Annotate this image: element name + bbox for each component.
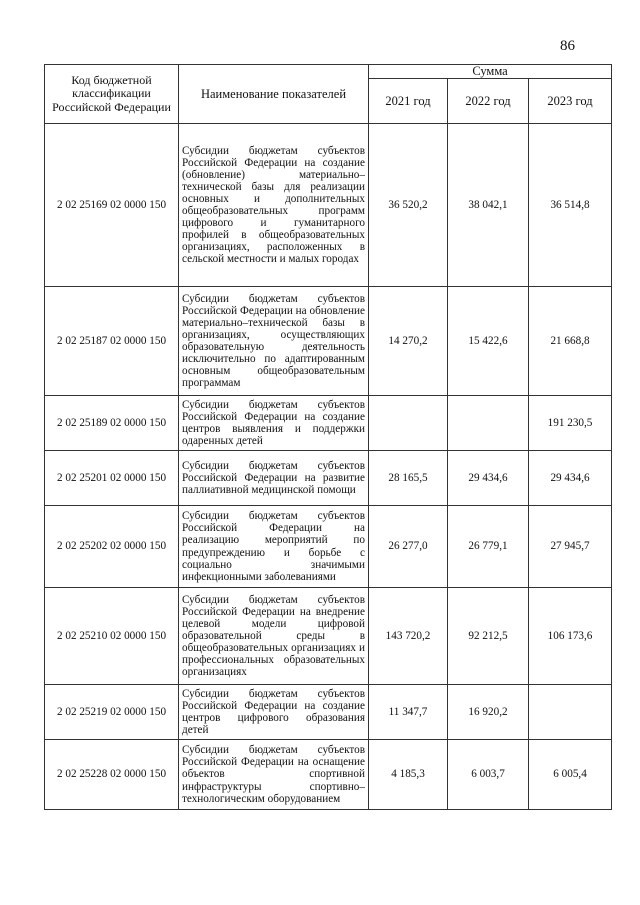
table-row xyxy=(45,287,612,396)
page-number: 86 xyxy=(560,38,575,54)
row-value-2023: 191 230,5 xyxy=(529,396,612,451)
header-year-2021: 2021 год xyxy=(369,79,448,124)
table-row xyxy=(45,124,612,287)
row-name: Субсидии бюджетам субъектов Российской Федерации на реализацию мероприятий по предупреждению и борьбе с социально значимыми инфекционными заболеваниями xyxy=(179,506,369,588)
row-value-2023: 21 668,8 xyxy=(529,287,612,396)
budget-table xyxy=(44,64,612,810)
row-code: 2 02 25189 02 0000 150 xyxy=(45,396,179,451)
table-row xyxy=(45,588,612,685)
row-value-2022 xyxy=(448,396,529,451)
row-value-2023: 36 514,8 xyxy=(529,124,612,287)
row-name: Субсидии бюджетам субъектов Российской Федерации на оснащение объектов спортивной инфраструктуры спортивно–технологическим оборудованием xyxy=(179,740,369,810)
row-code: 2 02 25219 02 0000 150 xyxy=(45,685,179,740)
row-name: Субсидии бюджетам субъектов Российской Федерации на внедрение целевой модели цифровой образовательной среды в общеобразовательных организациях и профессиональных образовательных организациях xyxy=(179,588,369,685)
table-row xyxy=(45,506,612,588)
row-value-2022: 26 779,1 xyxy=(448,506,529,588)
table-row xyxy=(45,396,612,451)
row-code: 2 02 25210 02 0000 150 xyxy=(45,588,179,685)
row-value-2021: 26 277,0 xyxy=(369,506,448,588)
row-value-2021: 36 520,2 xyxy=(369,124,448,287)
row-name: Субсидии бюджетам субъектов Российской Федерации на создание (обновление) материально–технической базы для реализации основных и дополнительных общеобразовательных программ цифрового и гуманитарного профилей в общеобразовательных организациях, расположенных в сельской местности и малых городах xyxy=(179,124,369,287)
row-value-2023: 106 173,6 xyxy=(529,588,612,685)
header-year-2022: 2022 год xyxy=(448,79,529,124)
row-name: Субсидии бюджетам субъектов Российской Федерации на развитие паллиативной медицинской помощи xyxy=(179,451,369,506)
row-value-2022: 92 212,5 xyxy=(448,588,529,685)
row-value-2023: 27 945,7 xyxy=(529,506,612,588)
row-code: 2 02 25228 02 0000 150 xyxy=(45,740,179,810)
row-value-2021: 28 165,5 xyxy=(369,451,448,506)
table-row xyxy=(45,685,612,740)
row-value-2022: 29 434,6 xyxy=(448,451,529,506)
row-value-2023: 29 434,6 xyxy=(529,451,612,506)
row-code: 2 02 25202 02 0000 150 xyxy=(45,506,179,588)
row-name: Субсидии бюджетам субъектов Российской Федерации на создание центров цифрового образования детей xyxy=(179,685,369,740)
header-code: Код бюджетной классификации Российской Федерации xyxy=(45,65,179,124)
table-row xyxy=(45,740,612,810)
table-row xyxy=(45,451,612,506)
row-code: 2 02 25169 02 0000 150 xyxy=(45,124,179,287)
row-value-2022: 6 003,7 xyxy=(448,740,529,810)
row-value-2021: 143 720,2 xyxy=(369,588,448,685)
row-name: Субсидии бюджетам субъектов Российской Федерации на обновление материально–технической базы в организациях, осуществляющих образовательную деятельность исключительно по адаптированным основным общеобразовательным программам xyxy=(179,287,369,396)
row-value-2021 xyxy=(369,396,448,451)
row-value-2021: 4 185,3 xyxy=(369,740,448,810)
header-sum: Сумма xyxy=(369,65,612,79)
row-code: 2 02 25201 02 0000 150 xyxy=(45,451,179,506)
row-value-2022: 15 422,6 xyxy=(448,287,529,396)
row-value-2023 xyxy=(529,685,612,740)
row-value-2021: 11 347,7 xyxy=(369,685,448,740)
row-value-2022: 38 042,1 xyxy=(448,124,529,287)
row-code: 2 02 25187 02 0000 150 xyxy=(45,287,179,396)
row-value-2023: 6 005,4 xyxy=(529,740,612,810)
row-value-2021: 14 270,2 xyxy=(369,287,448,396)
row-name: Субсидии бюджетам субъектов Российской Федерации на создание центров выявления и поддержки одаренных детей xyxy=(179,396,369,451)
header-year-2023: 2023 год xyxy=(529,79,612,124)
header-name: Наименование показателей xyxy=(179,65,369,124)
row-value-2022: 16 920,2 xyxy=(448,685,529,740)
